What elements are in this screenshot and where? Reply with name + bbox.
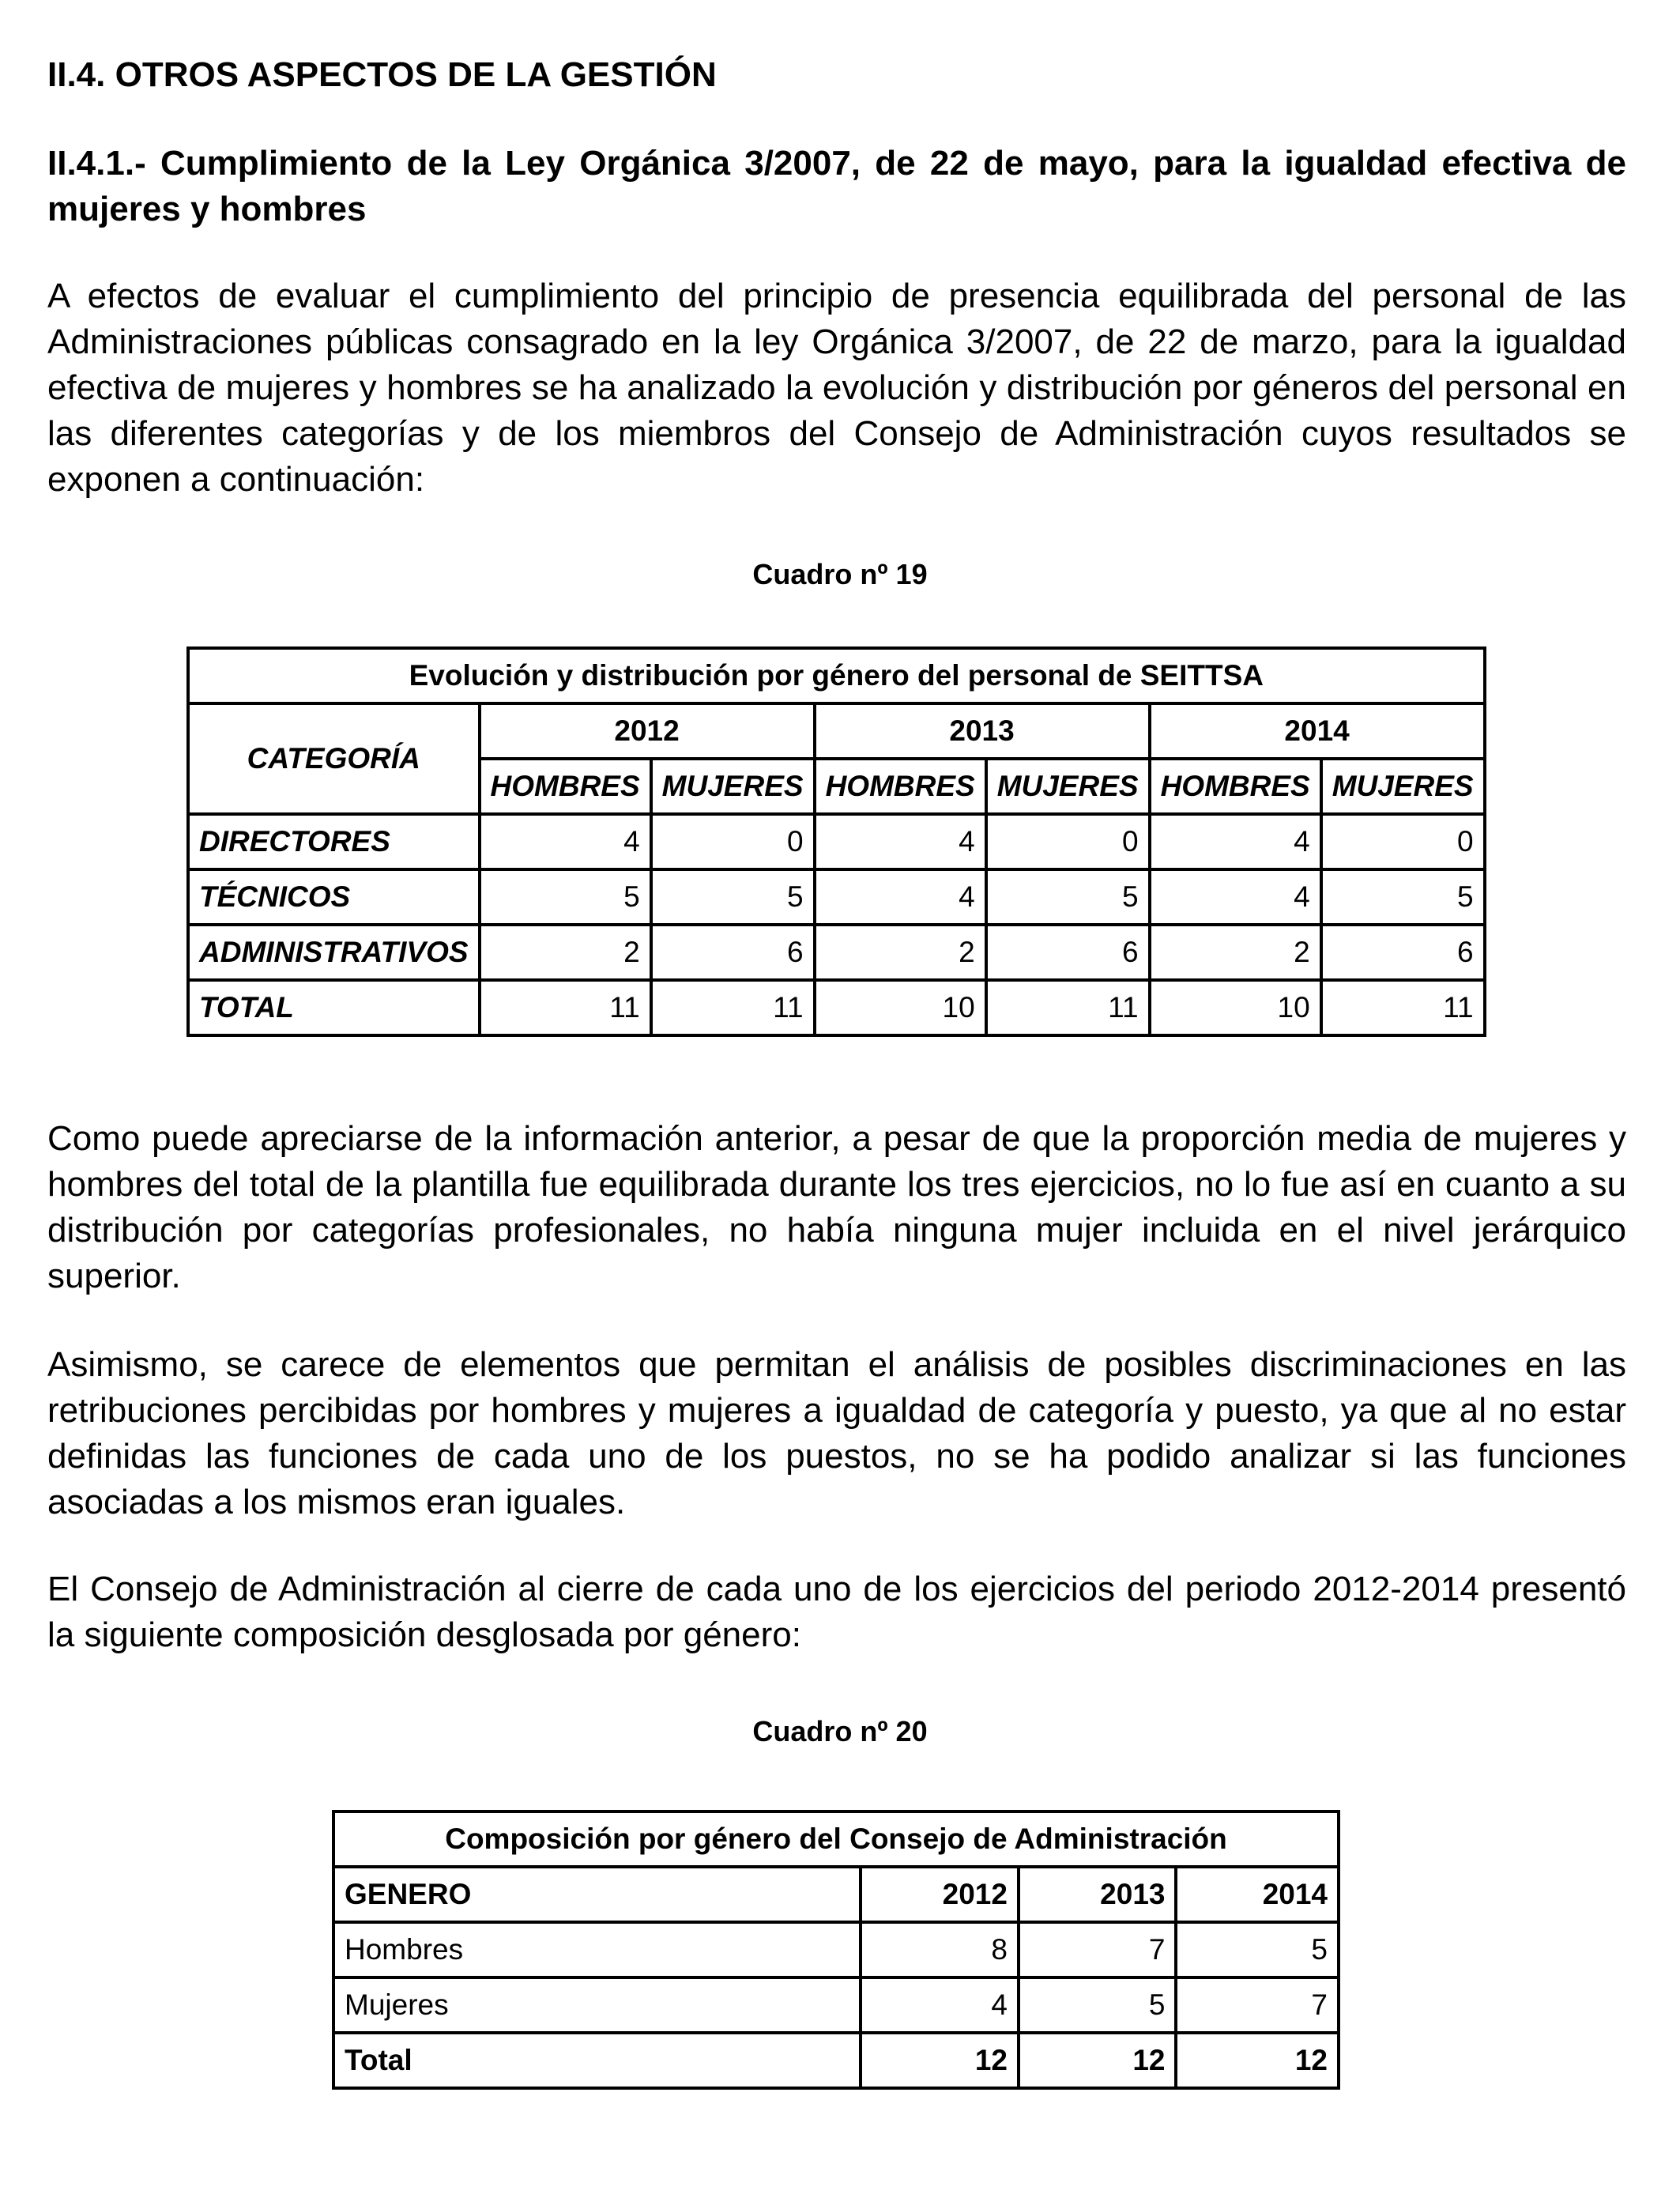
table-cell: 5 — [1019, 1977, 1177, 2033]
year-header: 2012 — [861, 1867, 1019, 1922]
gender-header: MUJERES — [651, 759, 815, 814]
remuneration-paragraph: Asimismo, se carece de elementos que permitan el análisis de posibles discriminaciones en las retribuciones percibidas por hombres y mujeres a igualdad de categoría y puesto, ya que al no estar definidas las funciones de cada uno de los puestos, no se ha podido analizar si las funciones asociadas a los mismos eran iguales. — [47, 1345, 1626, 1521]
table-cell: 4 — [815, 814, 986, 869]
table-cell: 5 — [986, 869, 1150, 925]
table-cell: 8 — [861, 1922, 1019, 1977]
table-cell: 12 — [861, 2033, 1019, 2088]
gender-header: MUJERES — [986, 759, 1150, 814]
table-cell: 10 — [815, 980, 986, 1035]
table-cell: 4 — [861, 1977, 1019, 2033]
table1-caption: Cuadro nº 19 — [752, 558, 928, 590]
gender-header: HOMBRES — [815, 759, 986, 814]
year-header: 2014 — [1176, 1867, 1339, 1922]
table1-title: Evolución y distribución por género del personal de SEITTSA — [188, 648, 1485, 703]
table-row — [333, 1922, 1339, 1977]
table-cell: 12 — [1176, 2033, 1339, 2088]
table1-title-row — [188, 648, 1485, 703]
table2-title-row — [333, 1811, 1339, 1867]
gender-header: MUJERES — [1321, 759, 1485, 814]
table-cell: 6 — [986, 925, 1150, 980]
analysis-paragraph: Como puede apreciarse de la información anterior, a pesar de que la proporción media de mujeres y hombres del total de la plantilla fue equilibrada durante los tres ejercicios, no lo fue así en cuanto a su distribución por categorías profesionales, no había ninguna mujer incluida en el nivel jerárquico superior. — [47, 1119, 1626, 1295]
table-cell: 7 — [1176, 1977, 1339, 2033]
table-cell: 10 — [1150, 980, 1321, 1035]
table2-header-row — [333, 1867, 1339, 1922]
intro-paragraph: A efectos de evaluar el cumplimiento del principio de presencia equilibrada del personal de las Administraciones públicas consagrado en la ley Orgánica 3/2007, de 22 de marzo, para la igualdad efectiva de mujeres y hombres se ha analizado la evolución y distribución por géneros del personal en las diferentes categorías y de los miembros del Consejo de Administración cuyos resultados se exponen a continuación: — [47, 277, 1626, 499]
row-label: Hombres — [333, 1922, 861, 1977]
table-cell: 2 — [480, 925, 651, 980]
row-label: ADMINISTRATIVOS — [188, 925, 480, 980]
year-header: 2014 — [1150, 703, 1485, 759]
table-cell: 11 — [651, 980, 815, 1035]
row-label: TÉCNICOS — [188, 869, 480, 925]
table-cell: 0 — [651, 814, 815, 869]
board-table — [332, 1810, 1340, 2090]
table-cell: 4 — [815, 869, 986, 925]
table-cell: 0 — [1321, 814, 1485, 869]
table-cell: 4 — [480, 814, 651, 869]
table-cell: 11 — [1321, 980, 1485, 1035]
table-cell: 2 — [1150, 925, 1321, 980]
row-label: TOTAL — [188, 980, 480, 1035]
year-header: 2013 — [815, 703, 1150, 759]
table-cell: 5 — [1176, 1922, 1339, 1977]
table-row — [188, 869, 1485, 925]
table-row — [188, 980, 1485, 1035]
table-cell: 2 — [815, 925, 986, 980]
subsection-title: II.4.1.- Cumplimiento de la Ley Orgánica 3/2007, de 22 de mayo, para la igualdad efectiva de mujeres y hombres — [47, 144, 1626, 228]
table-cell: 6 — [651, 925, 815, 980]
table-row — [333, 1977, 1339, 2033]
section-title: II.4. OTROS ASPECTOS DE LA GESTIÓN — [47, 55, 717, 94]
year-header: 2013 — [1019, 1867, 1177, 1922]
gender-header: HOMBRES — [1150, 759, 1321, 814]
board-paragraph: El Consejo de Administración al cierre de cada uno de los ejercicios del periodo 2012-2014 presentó la siguiente composición desglosada por género: — [47, 1570, 1626, 1654]
personnel-table — [186, 647, 1486, 1037]
table-row — [188, 814, 1485, 869]
table-cell: 0 — [986, 814, 1150, 869]
table1-year-row — [188, 703, 1485, 759]
table-cell: 5 — [651, 869, 815, 925]
row-label: Total — [333, 2033, 861, 2088]
gender-column-header: GENERO — [333, 1867, 861, 1922]
category-header: CATEGORÍA — [188, 703, 480, 814]
row-label: DIRECTORES — [188, 814, 480, 869]
table-cell: 11 — [986, 980, 1150, 1035]
table-cell: 5 — [1321, 869, 1485, 925]
table-cell: 11 — [480, 980, 651, 1035]
table2-title: Composición por género del Consejo de Administración — [333, 1811, 1339, 1867]
gender-header: HOMBRES — [480, 759, 651, 814]
table-cell: 7 — [1019, 1922, 1177, 1977]
row-label: Mujeres — [333, 1977, 861, 2033]
table-row — [333, 2033, 1339, 2088]
table-cell: 4 — [1150, 869, 1321, 925]
table-cell: 12 — [1019, 2033, 1177, 2088]
table2-caption: Cuadro nº 20 — [752, 1715, 928, 1747]
table-cell: 4 — [1150, 814, 1321, 869]
table-cell: 6 — [1321, 925, 1485, 980]
table-cell: 5 — [480, 869, 651, 925]
table-row — [188, 925, 1485, 980]
year-header: 2012 — [480, 703, 815, 759]
